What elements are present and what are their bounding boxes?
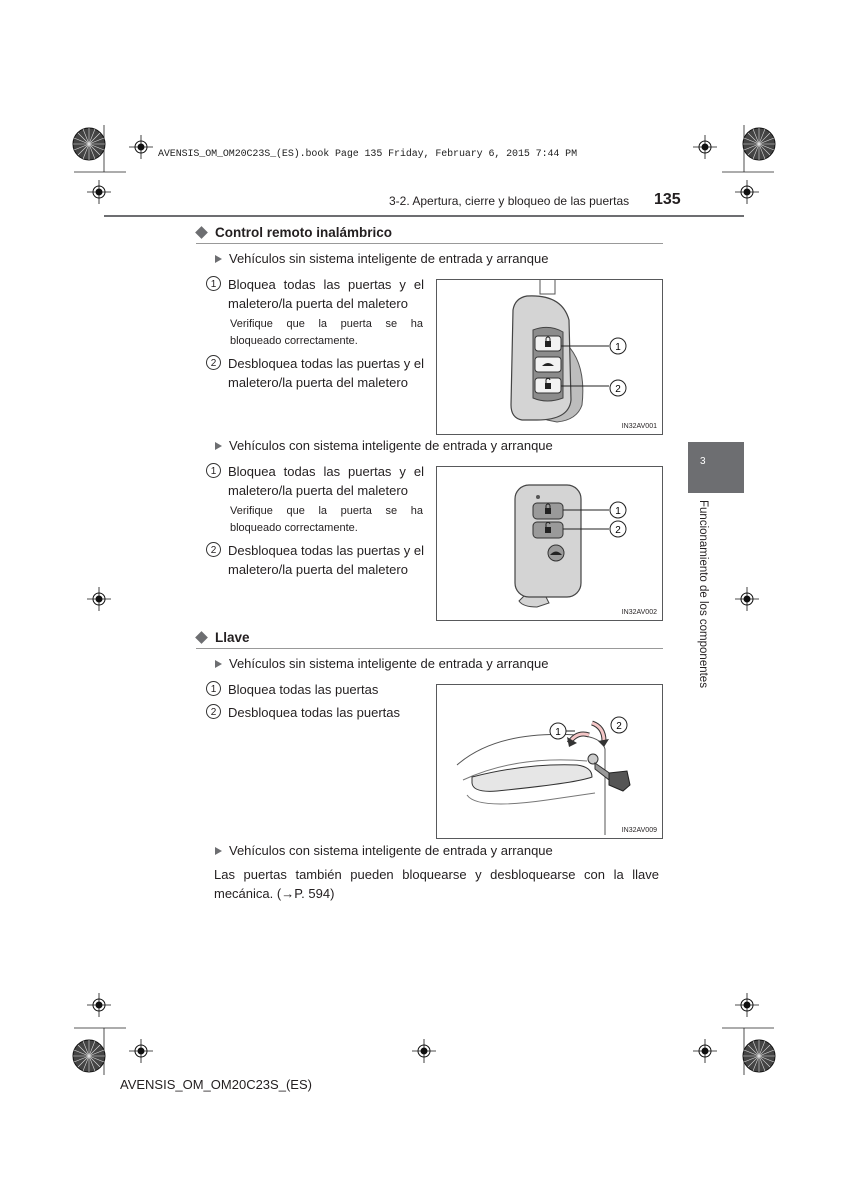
- number-circle: 2: [206, 355, 221, 370]
- body-paragraph: Las puertas también pueden bloquearse y desbloquearse con la llave mecánica. (→P. 594): [214, 867, 659, 901]
- triangle-bullet-icon: [215, 255, 222, 263]
- callout-label: 1: [615, 342, 621, 353]
- header-rule: [104, 215, 744, 217]
- chapter-label: Funcionamiento de los componentes: [697, 500, 709, 688]
- section-title-remote: Control remoto inalámbrico: [196, 225, 392, 240]
- smart-key-illustration: [437, 467, 662, 620]
- number-circle: 2: [206, 542, 221, 557]
- figure-door-key: [436, 684, 663, 839]
- item-note: Verifique que la puerta se ha bloqueado correctamente.: [230, 318, 423, 347]
- number-circle: 2: [206, 704, 221, 719]
- number-circle: 1: [206, 681, 221, 696]
- header-title: 3-2. Apertura, cierre y bloqueo de las puertas: [389, 194, 630, 208]
- figure-remote-key: [436, 279, 663, 435]
- chapter-number: 3: [700, 456, 706, 467]
- callout-label: 2: [616, 721, 622, 732]
- subsection-label: Vehículos con sistema inteligente de entrada y arranque: [215, 438, 553, 453]
- triangle-bullet-icon: [215, 442, 222, 450]
- door-handle-illustration: [437, 685, 662, 838]
- section-title-key: Llave: [196, 630, 250, 645]
- list-item: 1 Bloquea todas las puertas: [206, 680, 426, 699]
- callout-label: 2: [615, 525, 621, 536]
- diamond-bullet-icon: [195, 226, 208, 239]
- triangle-bullet-icon: [215, 847, 222, 855]
- diamond-bullet-icon: [195, 631, 208, 644]
- list-item: 1 Bloquea todas las puertas y el maletero/la puerta del maletero: [206, 462, 424, 500]
- print-info-line: AVENSIS_OM_OM20C23S_(ES).book Page 135 Friday, February 6, 2015 7:44 PM: [158, 149, 577, 160]
- chapter-tab: [688, 442, 744, 493]
- figure-code: IN32AV009: [621, 827, 657, 834]
- list-item: 2 Desbloquea todas las puertas: [206, 703, 426, 722]
- number-circle: 1: [206, 463, 221, 478]
- subsection-label: Vehículos sin sistema inteligente de entrada y arranque: [215, 656, 548, 671]
- figure-code: IN32AV002: [621, 609, 657, 616]
- page-number: 135: [654, 191, 681, 208]
- callout-label: 2: [615, 384, 621, 395]
- section-rule: [196, 243, 663, 244]
- figure-code: IN32AV001: [621, 423, 657, 430]
- callout-label: 1: [555, 727, 561, 738]
- item-note: Verifique que la puerta se ha bloqueado correctamente.: [230, 505, 423, 534]
- subsection-label: Vehículos sin sistema inteligente de entrada y arranque: [215, 251, 548, 266]
- list-item: 2 Desbloquea todas las puertas y el maletero/la puerta del maletero: [206, 354, 424, 392]
- number-circle: 1: [206, 276, 221, 291]
- list-item: 2 Desbloquea todas las puertas y el maletero/la puerta del maletero: [206, 541, 424, 579]
- section-rule: [196, 648, 663, 649]
- list-item: 1 Bloquea todas las puertas y el maletero/la puerta del maletero: [206, 275, 424, 313]
- footer-text: AVENSIS_OM_OM20C23S_(ES): [120, 1077, 312, 1092]
- flip-key-illustration: [437, 280, 662, 434]
- triangle-bullet-icon: [215, 660, 222, 668]
- subsection-label: Vehículos con sistema inteligente de entrada y arranque: [215, 843, 553, 858]
- figure-smart-key: [436, 466, 663, 621]
- callout-label: 1: [615, 506, 621, 517]
